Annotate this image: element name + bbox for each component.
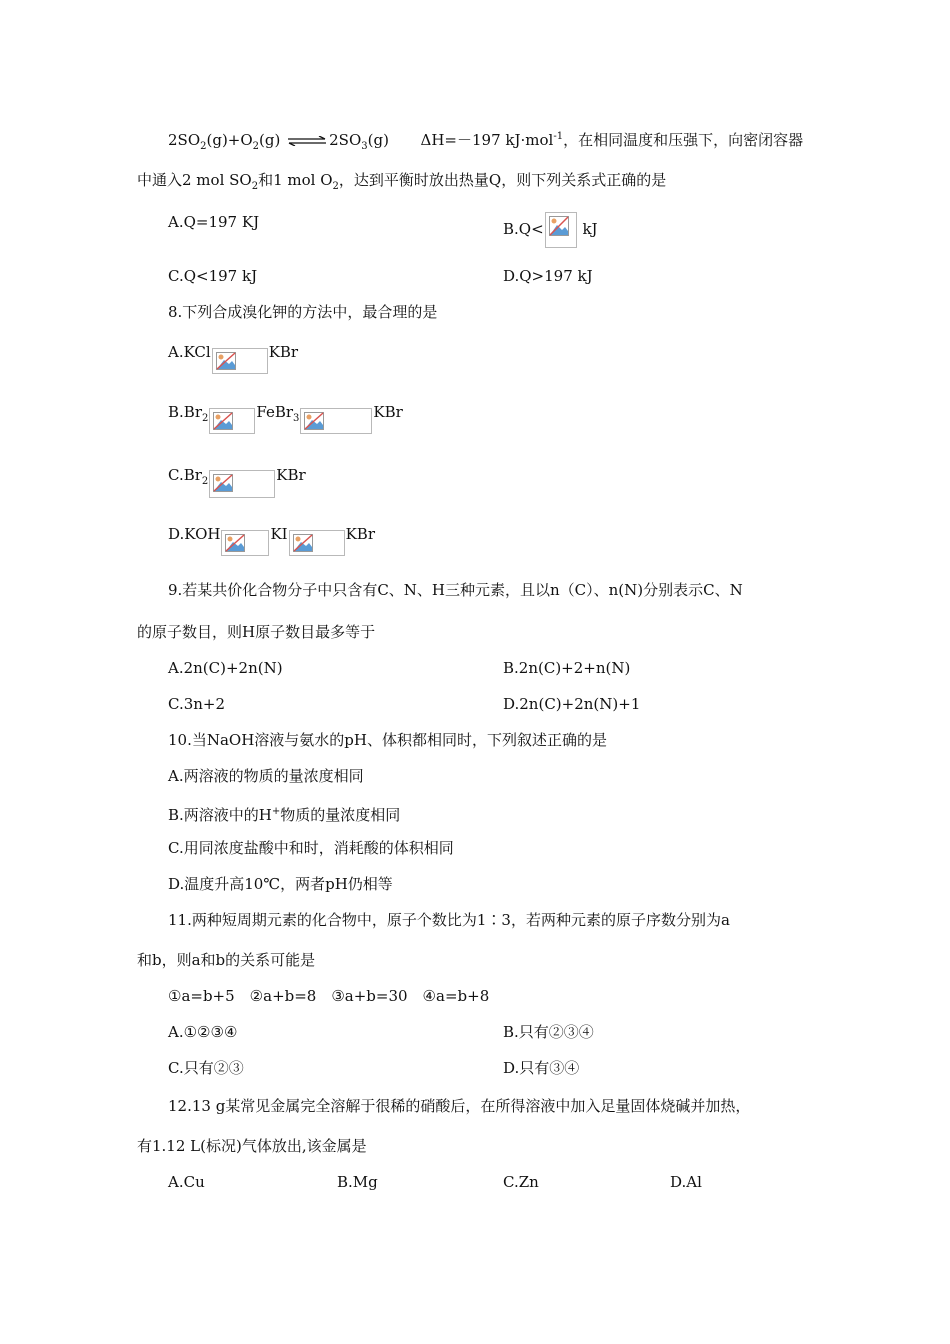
q8-option-b [168,400,403,429]
q10-option-a: A.两溶液的物质的量浓度相同 [168,767,364,785]
q11-option-b: B.只有②③④ [503,1023,594,1041]
q8-b-sub2: 3 [293,413,300,424]
broken-image-icon [289,530,345,556]
q11-option-a: A.①②③④ [168,1023,238,1041]
q10-option-b-post: 物质的量浓度相同 [280,806,401,824]
q12-stem-line1: 12.13 g某常见金属完全溶解于很稀的硝酸后，在所得溶液中加入足量固体烧碱并加热， [168,1097,751,1115]
q7-line2-sub2: 2 [332,181,339,192]
q8-c-post: KBr [276,466,306,484]
q9-option-d: D.2n(C)+2n(N)+1 [503,695,641,713]
broken-image-icon [209,470,275,498]
q8-a-pre: A.KCl [168,343,211,361]
broken-image-icon [545,212,577,248]
q8-d-mid: KI [270,525,288,543]
q7-option-b [503,212,598,248]
q8-option-d [168,522,375,548]
q12-option-c: C.Zn [503,1173,539,1191]
q7-eq-mid2: (g) [259,131,281,149]
q7-option-c: C.Q<197 kJ [168,267,258,285]
q12-option-b: B.Mg [337,1173,378,1191]
q8-stem: 8.下列合成溴化钾的方法中，最合理的是 [168,303,438,321]
q9-stem-line1: 9.若某共价化合物分子中只含有C、N、H三种元素，且以n（C）、n(N)分别表示C、N [168,581,743,599]
q8-c-pre: C.Br [168,466,202,484]
q7-equation-line [168,127,803,157]
q7-delta-h: ΔH=－197 kJ·mol [420,131,554,149]
q7-line2-a: 中通入2 mol SO [137,171,252,189]
q7-line2-b: 和1 mol O [258,171,333,189]
q7-eq-sub1: 2 [200,141,207,152]
equilibrium-arrow-icon [287,136,327,146]
q11-stem-line1: 11.两种短周期元素的化合物中，原子个数比为1∶3，若两种元素的原子序数分别为a [168,911,730,929]
q7-eq-mid1: (g)+O [206,131,253,149]
broken-image-icon [300,408,372,434]
q9-stem-line2: 的原子数目，则H原子数目最多等于 [137,623,376,641]
q8-option-a [168,340,298,366]
q12-option-d: D.Al [670,1173,702,1191]
q7-option-a: A.Q=197 KJ [168,213,260,231]
q7-eq-mid3: (g) [367,131,389,149]
q7-eq-sub3: 3 [361,141,368,152]
q9-option-c: C.3n+2 [168,695,226,713]
q7-option-b-pre: B.Q< [503,220,544,238]
q9-option-a: A.2n(C)+2n(N) [168,659,283,677]
q8-b-sub: 2 [201,413,209,424]
q11-option-d: D.只有③④ [503,1059,580,1077]
broken-image-icon [221,530,269,556]
q12-option-a: A.Cu [168,1173,205,1191]
q10-option-c: C.用同浓度盐酸中和时，消耗酸的体积相同 [168,839,454,857]
q8-c-sub: 2 [201,476,209,487]
q7-eq-sub2: 2 [252,141,260,152]
q7-stem-line2 [137,170,666,197]
q10-option-d: D.温度升高10℃，两者pH仍相等 [168,875,393,893]
q8-d-pre: D.KOH [168,525,221,543]
q10-option-b-pre: B.两溶液中的H [168,806,272,824]
q8-b-post: KBr [373,403,403,421]
broken-image-icon [209,408,255,434]
q10-stem: 10.当NaOH溶液与氨水的pH、体积都相同时，下列叙述正确的是 [168,731,607,749]
q7-eq-right: 2SO [329,131,362,149]
q7-option-b-post: kJ [582,220,598,238]
q7-eq-left: 2SO [168,131,201,149]
broken-image-icon [212,348,268,374]
q12-stem-line2: 有1.12 L(标况)气体放出,该金属是 [137,1137,367,1155]
q8-a-post: KBr [268,343,299,361]
q7-option-d: D.Q>197 kJ [503,267,593,285]
q7-stem-rest: ，在相同温度和压强下，向密闭容器 [563,131,804,149]
q11-choices: ①a=b+5 ②a+b=8 ③a+b=30 ④a=b+8 [168,987,490,1005]
q8-b-pre: B.Br [168,403,202,421]
q9-option-b: B.2n(C)+2+n(N) [503,659,631,677]
q8-b-mid: FeBr [256,403,294,421]
q7-line2-c: ，达到平衡时放出热量Q，则下列关系式正确的是 [338,171,667,189]
q8-option-c [168,462,306,492]
q7-delta-h-sup: -1 [553,131,564,142]
q10-option-b-sup: + [271,806,281,817]
q10-option-b [168,802,400,825]
q7-line2-sub: 2 [251,181,259,192]
q11-stem-line2: 和b，则a和b的关系可能是 [137,951,316,969]
q11-option-c: C.只有②③ [168,1059,244,1077]
q8-d-post: KBr [345,525,375,543]
